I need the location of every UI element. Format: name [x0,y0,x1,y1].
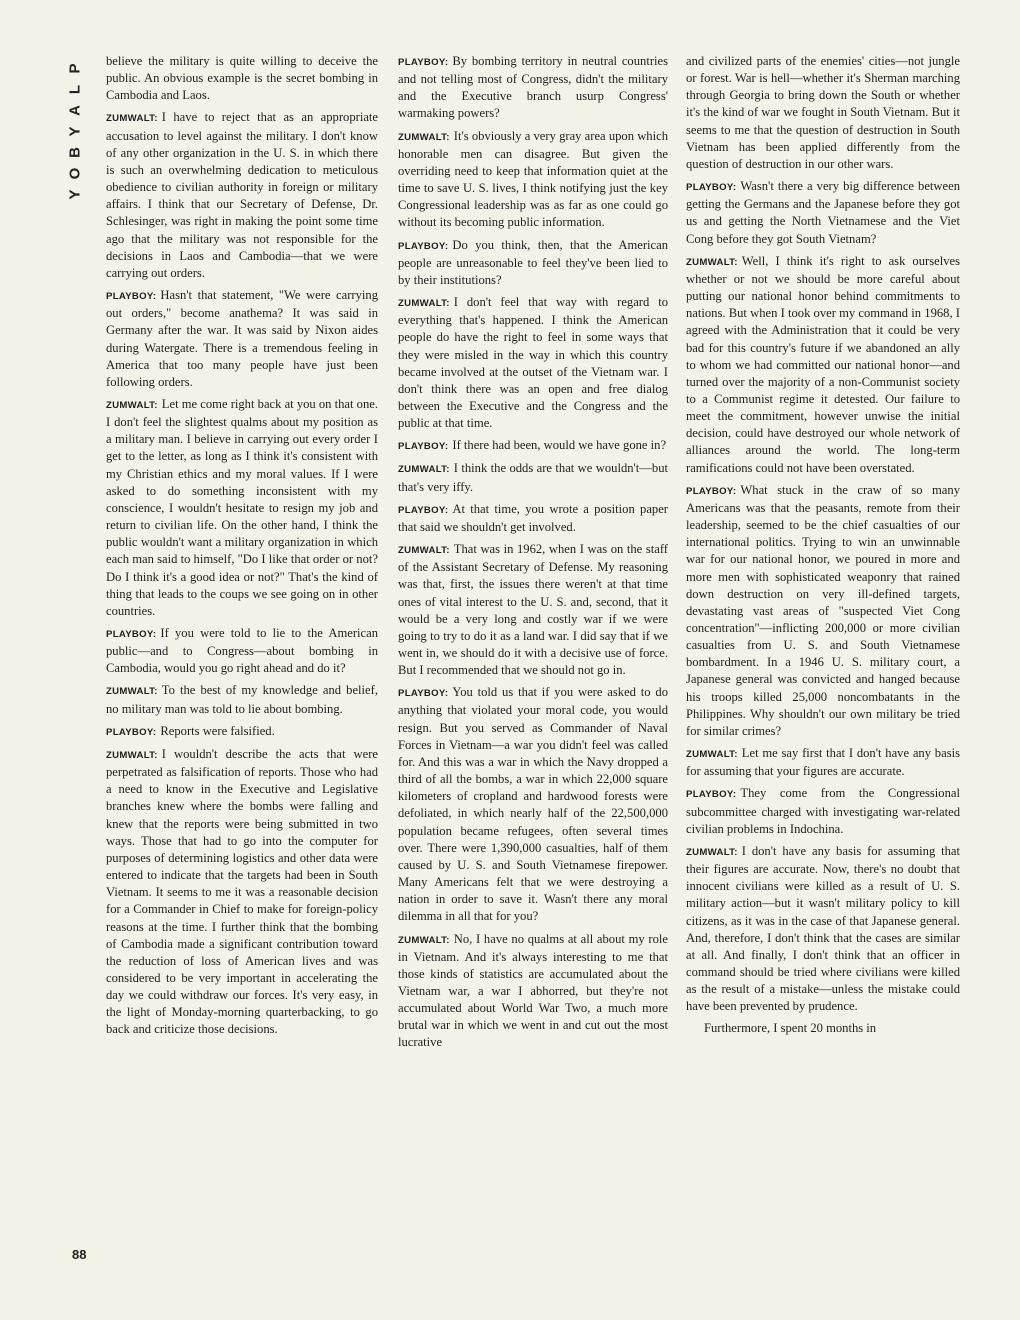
interview-paragraph [106,625,378,677]
interview-paragraph [106,287,378,391]
interview-paragraph [398,684,668,925]
interview-paragraph [686,482,960,740]
interview-paragraph [398,53,668,123]
speaker-label: PLAYBOY: [398,504,449,516]
paragraph-text: and civilized parts of the enemies' cities—not jungle or forest. War is hell—whether it's Sherman marching through Georgia to bring down the South or whether it's the kind of war we fought in South Vietnam. But it seems to me that the question of destruction in South Vietnam has been applied differently from the question of destruction in our other wars. [686,54,960,171]
speaker-label: ZUMWALT: [686,256,738,268]
speaker-label: ZUMWALT: [106,749,158,761]
interview-paragraph [686,178,960,248]
interview-paragraph [398,237,668,289]
paragraph-text: To the best of my knowledge and belief, no military man was told to lie about bombing. [106,683,378,716]
interview-paragraph [398,460,668,495]
speaker-label: ZUMWALT: [398,298,450,310]
interview-paragraph [398,294,668,432]
paragraph-text: At that time, you wrote a position paper that said we shouldn't get involved. [398,501,668,534]
speaker-label: PLAYBOY: [398,240,449,252]
interview-paragraph [686,253,960,477]
speaker-label: ZUMWALT: [398,934,450,946]
paragraph-text: Furthermore, I spent 20 months in [704,1021,877,1036]
masthead-letter: L [66,84,84,95]
speaker-label: ZUMWALT: [398,131,450,143]
masthead-letter: B [66,147,84,158]
speaker-label: ZUMWALT: [398,545,450,557]
paragraph-text: I have to reject that as an appropriate accusation to level against the military. I don't know of any other organization in the U. S. in which there is such an overwhelming dedication to meticulous obedience to civilian authority in foreign or military affairs. I think that our Secretary of Defense, Dr. Schlesinger, was right in making the point some time ago that the military was not responsible for the decisions in Laos and Cambodia—that we were carrying out orders. [106,110,378,280]
interview-paragraph [398,437,668,455]
text-column-2 [398,53,668,1273]
interview-paragraph [686,745,960,780]
interview-paragraph [398,541,668,679]
paragraph-text: You told us that if you were asked to do anything that violated your moral code, you would resign. But you served as Commander of Naval Forces in Vietnam—a war you didn't feel was called for. And this was a war in which the Navy dropped a third of all the bombs, a war in which 22,000 square kilometers of cropland and hardwood forests were defoliated, in which nearly half of the 22,500,000 population became refugees, often several times over. There were 1,390,000 casualties, half of them caused by U. S. and South Vietnamese firepower. Many Americans felt that we were destroying a nation in order to save it. Wasn't there any moral dilemma in all that for you? [398,685,668,924]
interview-paragraph [398,931,668,1052]
paragraph-text: I don't have any basis for assuming that their figures are accurate. Now, there's no doubt that innocent civilians were killed as a result of U. S. military action—but it wasn't military policy to kill citizens, as it was in the case of that Japanese general. And, therefore, I don't think that the cases are similar at all. And finally, I don't think that an officer in command should be tried where civilians were killed as the result of a mistake—unless the mistake could have been prevented by prudence. [686,843,960,1014]
interview-paragraph [398,501,668,536]
paragraph-text: Let me say first that I don't have any basis for assuming that your figures are accurate. [686,746,960,779]
paragraph-text: No, I have no qualms at all about my role in Vietnam. And it's always interesting to me that those kinds of statistics are accumulated about the Vietnam war, a war I abhorred, but they're not accumulated about World War Two, a much more brutal war in which we went in and cut out the most lucrative [398,931,668,1050]
interview-paragraph [106,682,378,717]
speaker-label: ZUMWALT: [686,749,738,761]
paragraph-text: Do you think, then, that the American people are unreasonable to feel they've been lied to by their institutions? [398,237,668,287]
speaker-label: PLAYBOY: [398,57,449,68]
paragraph-text: believe the military is quite willing to deceive the public. An obvious example is the secret bombing in Cambodia and Laos. [106,54,378,103]
speaker-label: PLAYBOY: [686,485,737,497]
interview-paragraph [686,785,960,837]
masthead-letter: Y [66,126,84,137]
paragraph-text: I wouldn't describe the acts that were perpetrated as falsification of reports. Those who had a need to know in the Executive and Legislative branches knew where the bombs were falling and knew that the reports were being submitted in two ways. Those that had to go into the computer for purposes of determining logistics and other data were entered to indicate that the targets had been in South Vietnam. It seems to me it was a reasonable decision for a Commander in Chief to make for foreign-policy reasons at the time. I further think that the bombing of Cambodia made a significant contribution toward the reduction of loss of American lives and was considered to be very important in accelerating the day we could withdraw our forces. It's very easy, in the light of Monday-morning quarterbacking, to go back and criticize those decisions. [106,746,378,1037]
speaker-label: ZUMWALT: [106,113,158,125]
speaker-label: ZUMWALT: [398,464,450,476]
page-number: 88 [72,1247,87,1262]
paragraph-text: They come from the Congressional subcommittee charged with investigating war-related civilian problems in Indochina. [686,786,960,836]
interview-paragraph [398,128,668,232]
magazine-masthead [64,58,86,205]
speaker-label: PLAYBOY: [398,441,449,453]
paragraph-text: Let me come right back at you on that one. I don't feel the slightest qualms about my position as a military man. I believe in carrying out every order I get to the letter, as long as I think it's consistent with my Christian ethics and my moral values. If I were asked to do something inconsistent with my conscience, I wouldn't hesitate to resign my job and return to civilian life. On the other hand, I think the public wouldn't want a military organization in which each man said to himself, "Do I like that order or not? Do I think it's a good idea or not?" That's the kind of thing that leads to the coups we see going on in other countries. [106,396,378,618]
interview-paragraph [686,53,960,173]
paragraph-text: That was in 1962, when I was on the staff of the Assistant Secretary of Defense. My reasoning was that, first, the issues there weren't at that time ones of vital interest to the U. S. and, second, that it would be a very long and costly war if we were going to try to do it as a land war. I did say that if we went in, we should do it with a decisive use of force. But I recommended that we should not go in. [398,542,668,678]
interview-paragraph [106,746,378,1039]
paragraph-text: Hasn't that statement, "We were carrying out orders," become anathema? It was said in Germany after the war. It was said by Nixon aides during Watergate. There is a tremendous feeling in America that too many people have just been following orders. [106,288,378,389]
speaker-label: PLAYBOY: [106,629,157,640]
speaker-label: ZUMWALT: [106,399,158,411]
speaker-label: PLAYBOY: [106,291,157,303]
masthead-letter: P [66,63,84,74]
paragraph-text: If there had been, would we have gone in? [452,438,667,453]
speaker-label: PLAYBOY: [398,688,449,700]
paragraph-text: Well, I think it's right to ask ourselves whether or not we should be more careful about putting our national honor behind commitments to nations. But when I took over my command in 1968, I agreed with the Administration that it could be very bad for this country's future if we abandoned an ally to whom we had committed our national honor—and turned over the majority of a non-Communist society to a Communist regime it detested. Our failure to meet the commitment, however unwise the initial decision, could have destroyed our whole network of alliances around the world. The long-term ramifications could not have been overstated. [686,253,960,475]
interview-paragraph [106,723,378,741]
masthead-letter: Y [66,189,84,200]
text-column-3 [686,53,960,1273]
interview-paragraph [686,1020,960,1037]
interview-paragraph [106,396,378,620]
speaker-label: PLAYBOY: [106,726,157,738]
interview-paragraph [106,53,378,104]
masthead-letter: A [66,105,84,116]
interview-paragraph [686,843,960,1016]
masthead-letter: O [66,167,84,180]
paragraph-text: If you were told to lie to the American public—and to Congress—about bombing in Cambodia, would you go right ahead and do it? [106,626,378,676]
paragraph-text: What stuck in the craw of so many Americans was that the peasants, remote from their leadership, seemed to be the chief casualties of our international politics. Trying to win an unwinnable war for our national honor, we poured in more and more men with sophisticated weaponry that rained down destruction on very ill-defined targets, devastating vast areas of "suspected Viet Cong concentration"—inflicting 200,000 or more civilian casualties from U. S. and South Vietnamese bombardment. In a 1946 U. S. military court, a Japanese general was convicted and hanged because his troops killed 25,000 noncombatants in the Philippines. Why shouldn't our own military be tried for similar crimes? [686,482,960,738]
paragraph-text: Reports were falsified. [160,723,275,738]
speaker-label: ZUMWALT: [106,686,158,698]
paragraph-text: It's obviously a very gray area upon which honorable men can disagree. But given the overriding need to keep that information quiet at the time to save U. S. lives, I think notifying just the key Congressional leadership was as far as one could go without its becoming public information. [398,128,668,230]
paragraph-text: I don't feel that way with regard to everything that's happened. I think the American people do have the right to feel in some ways that they were misled in the way in which this country became involved at the outset of the Vietnam war. I don't think there was an open and free dialog between the Executive and the Congress and the public at that time. [398,295,668,431]
speaker-label: ZUMWALT: [686,846,738,858]
speaker-label: PLAYBOY: [686,182,737,194]
interview-paragraph [106,109,378,282]
text-column-1 [106,53,378,1273]
paragraph-text: By bombing territory in neutral countries and not telling most of Congress, didn't the military and the Executive branch usurp Congress' warmaking powers? [398,54,668,121]
paragraph-text: Wasn't there a very big difference between getting the Germans and the Japanese before they got us and getting the North Vietnamese and the Viet Cong before they got South Vietnam? [686,179,960,246]
speaker-label: PLAYBOY: [686,789,737,801]
paragraph-text: I think the odds are that we wouldn't—but that's very iffy. [398,461,668,494]
